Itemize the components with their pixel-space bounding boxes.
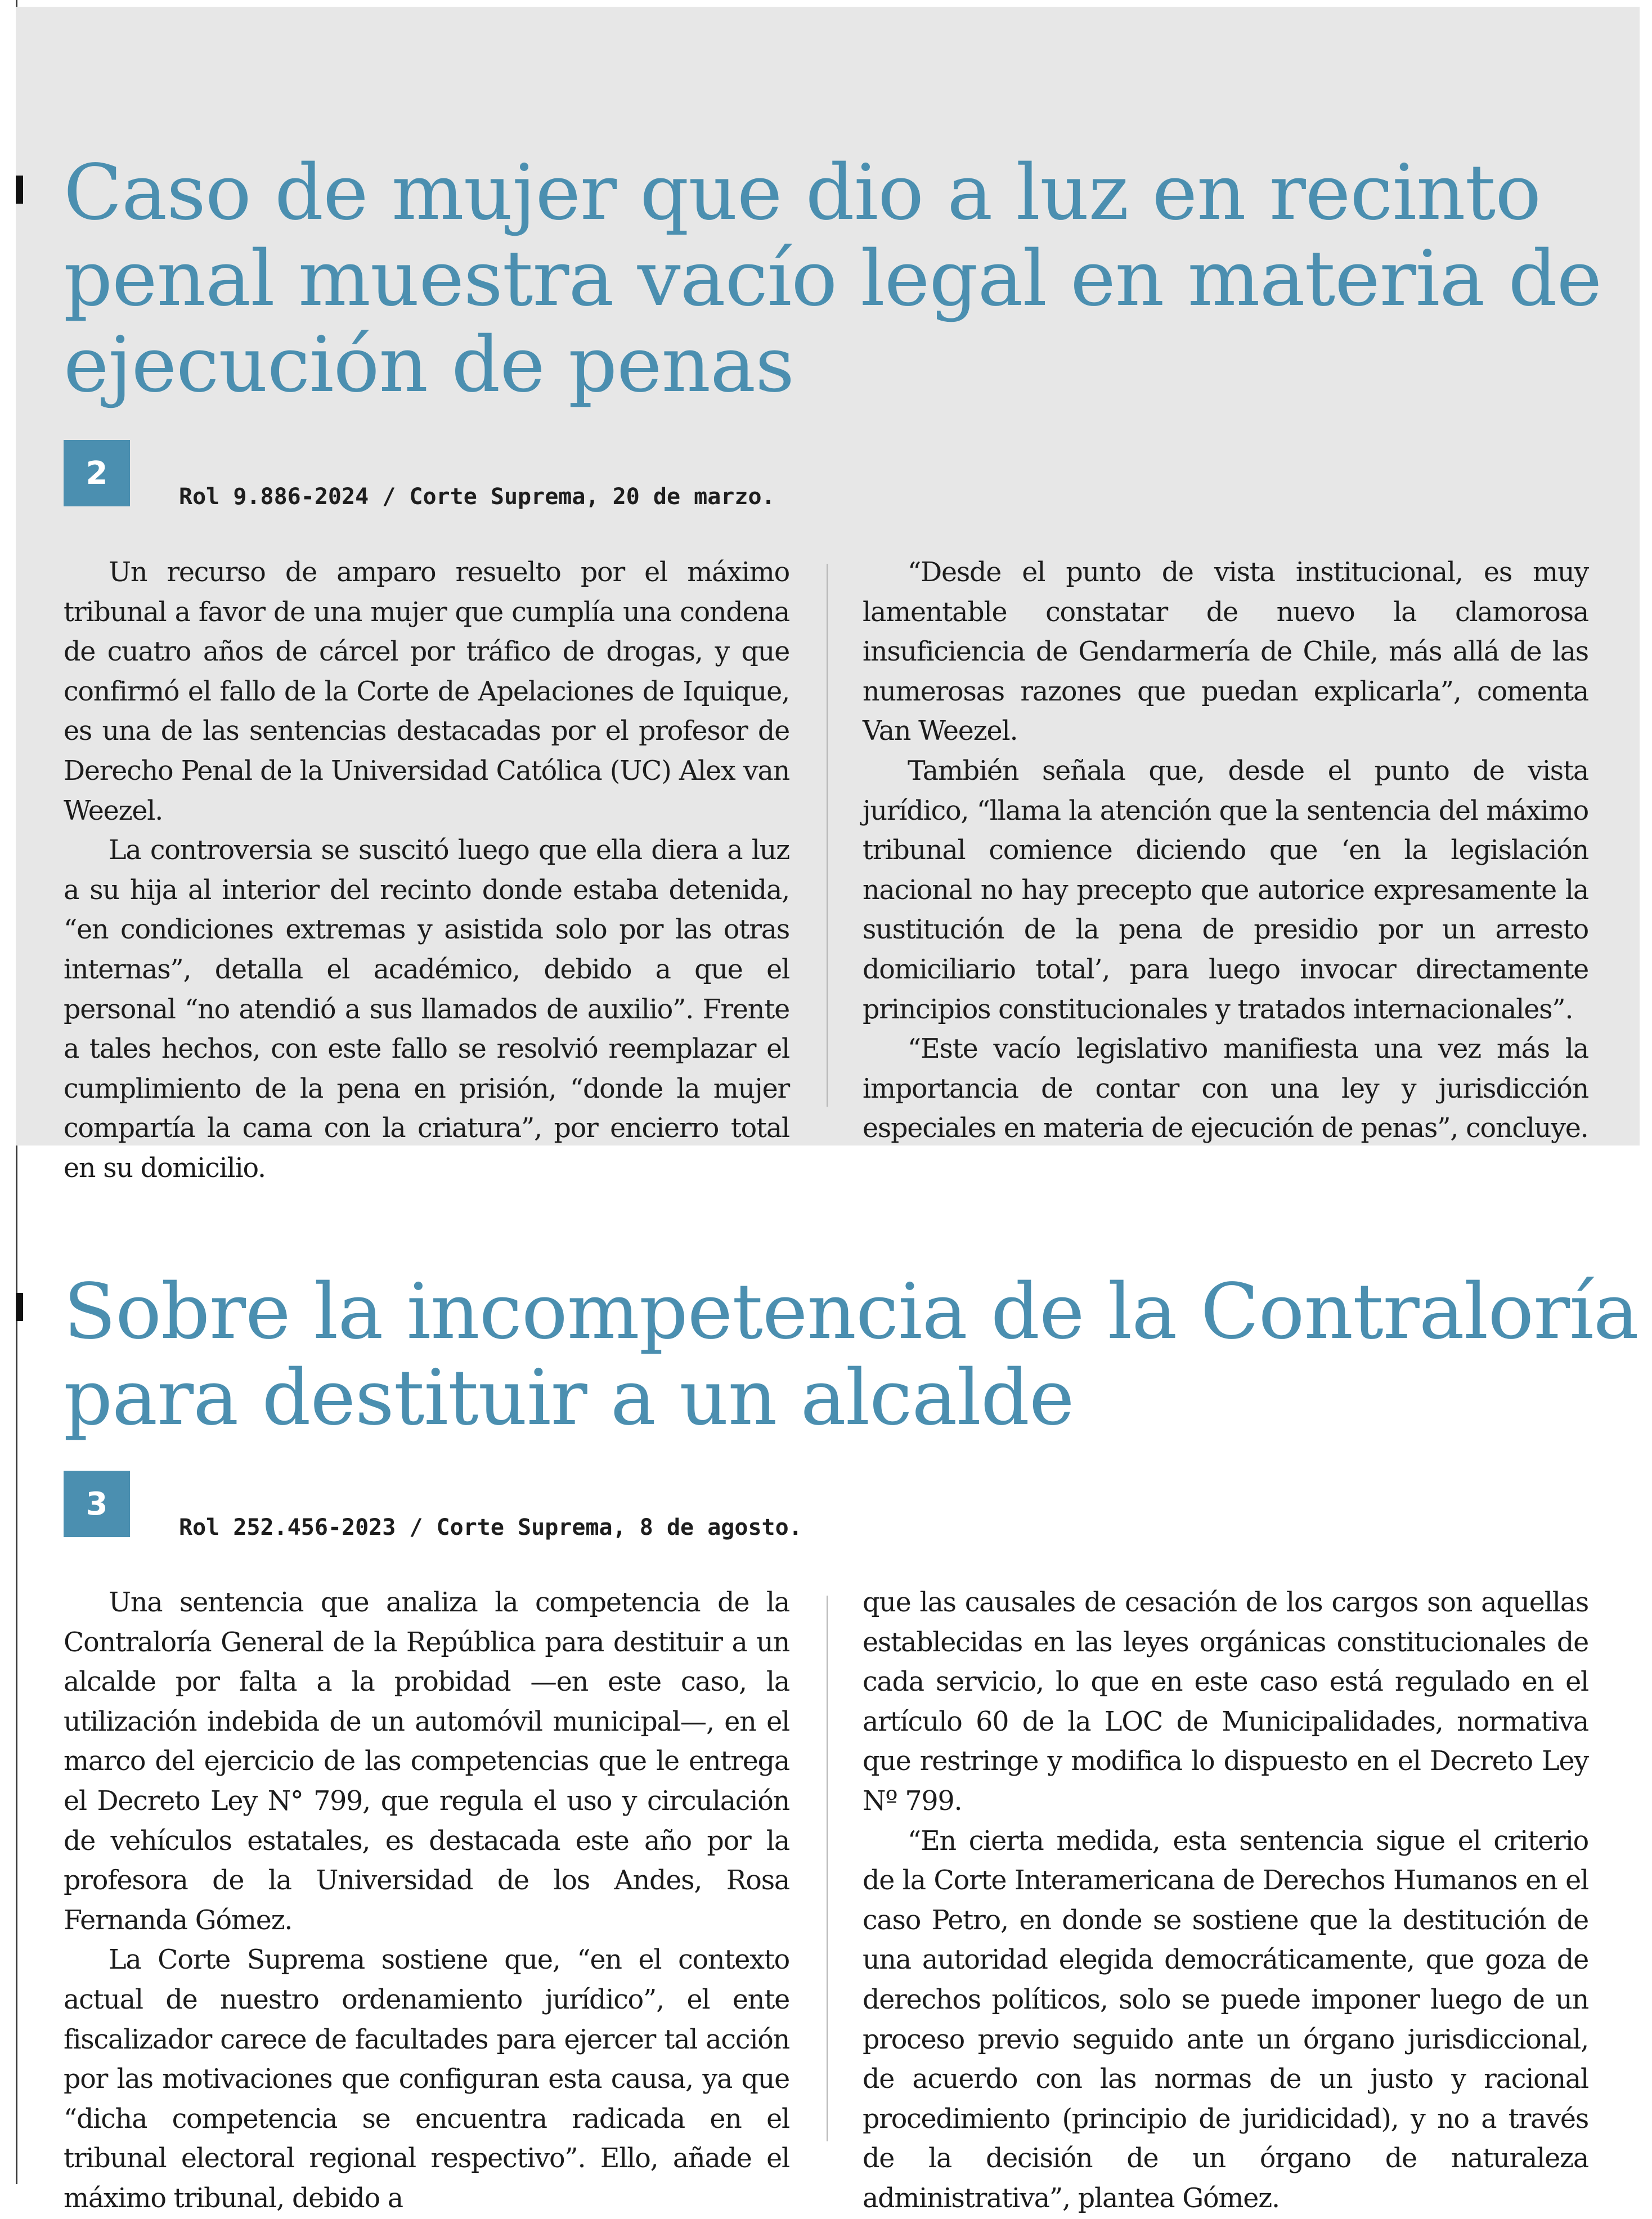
paragraph: “En cierta medida, esta sentencia sigue el criterio de la Corte Interamericana de Derechos Humanos en el caso Petro, en donde se sostiene que la destitución de una autoridad elegida democráticamente, que goza de derechos políticos, solo se puede imponer luego de un proceso previo seguido ante un órgano jurisdiccional, de acuerdo con las normas de un justo y racional procedimiento (principio de juridicidad), y no a través de la decisión de un órgano de naturaleza administrativa”, plantea Gómez. — [863, 1825, 1588, 2214]
headline — [64, 150, 1601, 408]
section-marker — [16, 1293, 23, 1321]
paragraph: Una sentencia que analiza la competencia de la Contraloría General de la República para destituir a un alcalde por falta a la probidad —en este caso, la utilización indebida de un automóvil municipal—, en el marco del ejercicio de las competencias que le entrega el Decreto Ley N° 799, que regula el uso y circulación de vehículos estatales, es destacada este año por la profesora de la Universidad de los Andes, Rosa Fernanda Gómez. — [64, 1587, 789, 1936]
case-citation: Rol 252.456-2023 / Corte Suprema, 8 de agosto. — [179, 1515, 802, 1540]
column-divider — [827, 1596, 828, 2141]
article-3 — [16, 1146, 1640, 2214]
text-column-right — [863, 553, 1588, 1149]
paragraph: “Este vacío legislativo manifiesta una vez más la importancia de contar con una ley y jurisdicción especiales en materia de ejecución de penas”, concluye. — [863, 1034, 1588, 1144]
paragraph: Un recurso de amparo resuelto por el máximo tribunal a favor de una mujer que cumplía una condena de cuatro años de cárcel por tráfico de drogas, y que confirmó el fallo de la Corte de Apelaciones de Iquique, es una de las sentencias destacadas por el profesor de Derecho Penal de la Universidad Católica (UC) Alex van Weezel. — [64, 557, 789, 826]
paragraph: “Desde el punto de vista institucional, es muy lamentable constatar de nuevo la clamorosa insuficiencia de Gendarmería de Chile, más allá de las numerosas razones que puedan explicarla”, comenta Van Weezel. — [863, 557, 1588, 747]
text-column-right — [863, 1583, 1588, 2219]
case-citation: Rol 9.886-2024 / Corte Suprema, 20 de marzo. — [179, 484, 775, 510]
headline — [64, 1269, 1638, 1441]
headline-line: penal muestra vacío legal en materia de — [64, 235, 1602, 324]
text-column-left — [64, 553, 789, 1189]
article-2 — [16, 7, 1640, 1184]
number-badge: 2 — [64, 440, 130, 506]
column-divider — [827, 564, 828, 1107]
text-column-left — [64, 1583, 789, 2219]
paragraph: La Corte Suprema sostiene que, “en el contexto actual de nuestro ordenamiento jurídico”, el ente fiscalizador carece de facultades para ejercer tal acción por las motivaciones que configuran esta causa, ya que “dicha competencia se encuentra radicada en el tribunal electoral regional respectivo”. Ello, añade el máximo tribunal, debido a — [64, 1944, 789, 2214]
headline-line: para destituir a un alcalde — [64, 1354, 1074, 1443]
number-badge: 3 — [64, 1471, 130, 1537]
headline-line: Caso de mujer que dio a luz en recinto — [64, 149, 1541, 237]
section-marker — [16, 176, 23, 204]
headline-line: Sobre la incompetencia de la Contraloría — [64, 1268, 1638, 1356]
headline-line: ejecución de penas — [64, 321, 794, 410]
paragraph: También señala que, desde el punto de vista jurídico, “llama la atención que la sentencia del máximo tribunal comience diciendo que ‘en la legislación nacional no hay precepto que autorice expresamente la sustitución de la pena de presidio por un arresto domiciliario total’, para luego invocar directamente principios constitucionales y tratados internacionales”. — [863, 755, 1588, 1025]
paragraph: La controversia se suscitó luego que ella diera a luz a su hija al interior del recinto donde estaba detenida, “en condiciones extremas y asistida solo por las otras internas”, detalla el académico, debido a que el personal “no atendió a sus llamados de auxilio”. Frente a tales hechos, con este fallo se resolvió reemplazar el cumplimiento de la pena en prisión, “donde la mujer compartía la cama con la criatura”, por encierro total en su domicilio. — [64, 835, 789, 1184]
paragraph: que las causales de cesación de los cargos son aquellas establecidas en las leyes orgánicas constitucionales de cada servicio, lo que en este caso está regulado en el artículo 60 de la LOC de Municipalidades, normativa que restringe y modifica lo dispuesto en el Decreto Ley Nº 799. — [863, 1587, 1588, 1817]
